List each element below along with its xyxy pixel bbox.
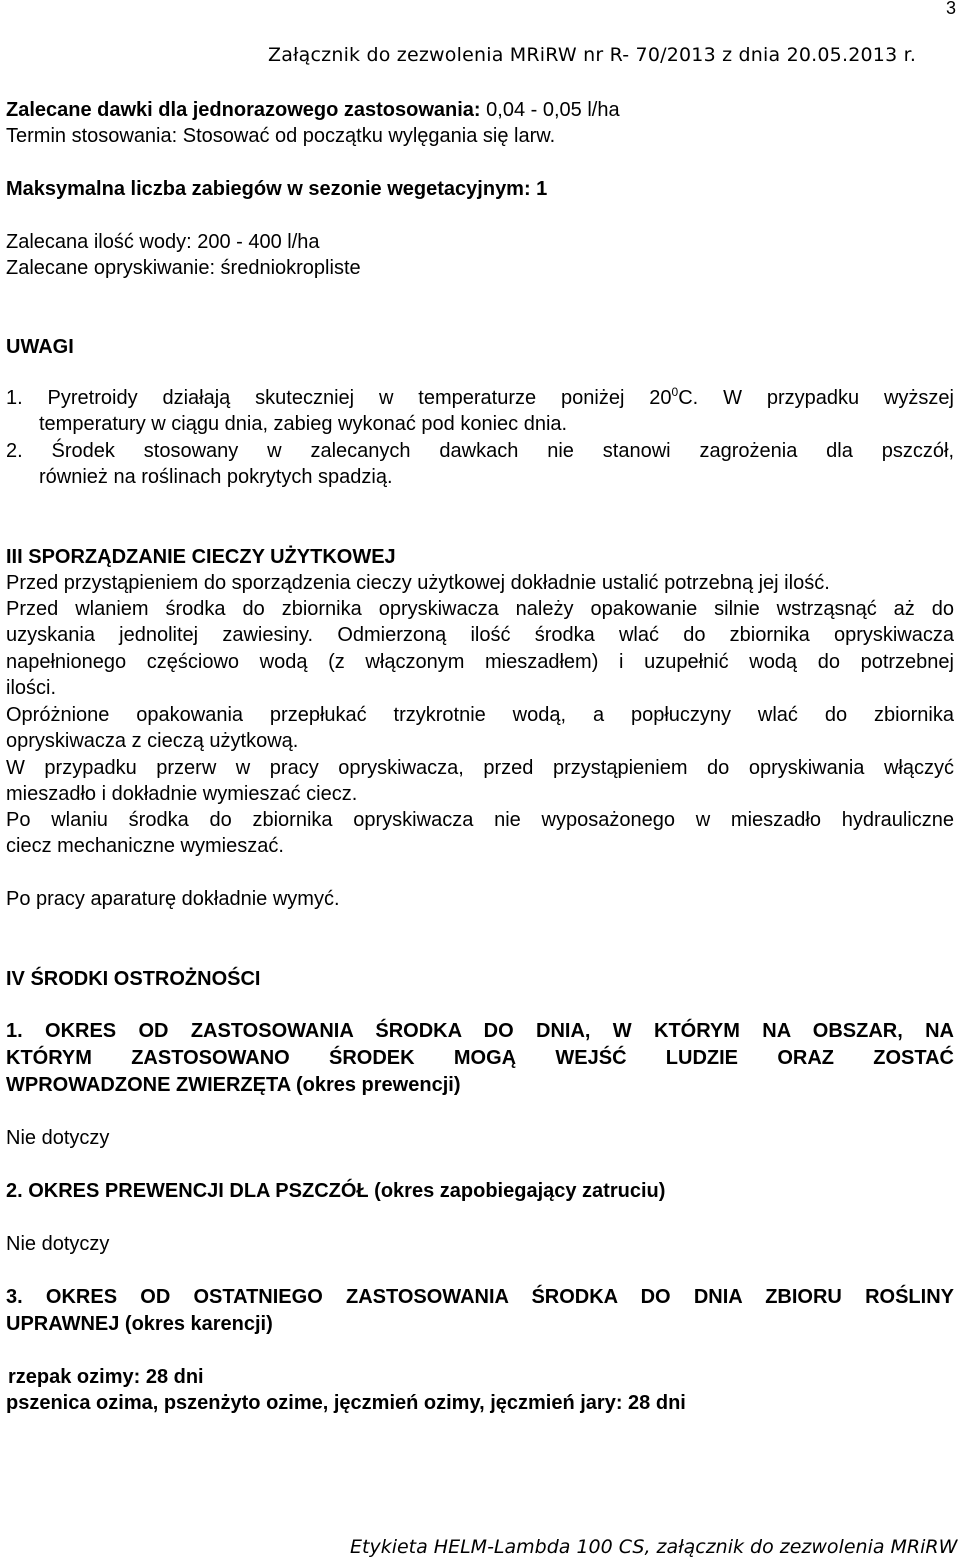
section-4-h3-l2: UPRAWNEJ (okres karencji) bbox=[6, 1313, 273, 1335]
section-4-h3-l1: 3. OKRES OD OSTATNIEGO ZASTOSOWANIA ŚRODKA DO DNIA ZBIORU ROŚLINY bbox=[6, 1286, 954, 1308]
timing-line: Termin stosowania: Stosować od początku wylęgania się larw. bbox=[6, 125, 556, 147]
note-1-degree: 0 bbox=[671, 385, 679, 399]
dose-label: Zalecane dawki dla jednorazowego zastosowania: bbox=[6, 99, 481, 121]
section-3-p2-l4: ilości. bbox=[6, 677, 57, 699]
dose-line bbox=[6, 97, 620, 123]
note-1-line-2: temperatury w ciągu dnia, zabieg wykonać pod koniec dnia. bbox=[39, 413, 568, 435]
section-3-p3-l2: opryskiwacza z cieczą użytkową. bbox=[6, 730, 299, 752]
notes-title: UWAGI bbox=[6, 336, 74, 358]
page-number: 3 bbox=[945, 0, 956, 18]
dose-value: 0,04 - 0,05 l/ha bbox=[480, 99, 620, 121]
note-2-line-1: 2. Środek stosowany w zalecanych dawkach nie stanowi zagrożenia dla pszczół, bbox=[6, 440, 954, 462]
spraying-type: Zalecane opryskiwanie: średniokropliste bbox=[6, 257, 361, 279]
karencja-rzepak: rzepak ozimy: 28 dni bbox=[8, 1366, 204, 1388]
section-3-p5-l1: Po wlaniu środka do zbiornika opryskiwacza nie wyposażonego w mieszadło hydrauliczne bbox=[6, 809, 954, 831]
section-3-p4-l2: mieszadło i dokładnie wymieszać ciecz. bbox=[6, 783, 358, 805]
header-reference: Załącznik do zezwolenia MRiRW nr R- 70/2013 z dnia 20.05.2013 r. bbox=[268, 44, 917, 66]
note-2-line-2: również na roślinach pokrytych spadzią. bbox=[39, 466, 393, 488]
section-3-title: III SPORZĄDZANIE CIECZY UŻYTKOWEJ bbox=[6, 546, 396, 568]
water-amount: Zalecana ilość wody: 200 - 400 l/ha bbox=[6, 231, 320, 253]
section-4-h1-l3: WPROWADZONE ZWIERZĘTA (okres prewencji) bbox=[6, 1074, 461, 1096]
max-treatments: Maksymalna liczba zabiegów w sezonie wegetacyjnym: 1 bbox=[6, 178, 548, 200]
note-1-line-1 bbox=[6, 385, 954, 411]
karencja-zboza: pszenica ozima, pszenżyto ozime, jęczmień ozimy, jęczmień jary: 28 dni bbox=[6, 1392, 686, 1414]
section-3-p1: Przed przystąpieniem do sporządzenia cieczy użytkowej dokładnie ustalić potrzebną jej ilość. bbox=[6, 572, 830, 594]
section-3-p5-l2: ciecz mechaniczne wymieszać. bbox=[6, 835, 284, 857]
section-3-p3-l1: Opróżnione opakowania przepłukać trzykrotnie wodą, a popłuczyny wlać do zbiornika bbox=[6, 704, 954, 726]
section-3-p2-l3: napełnionego częściowo wodą (z włączonym mieszadłem) i uzupełnić wodą do potrzebnej bbox=[6, 651, 954, 673]
section-3-p6: Po pracy aparaturę dokładnie wymyć. bbox=[6, 888, 340, 910]
section-4-h2-value: Nie dotyczy bbox=[6, 1233, 110, 1255]
section-4-h1-l2: KTÓRYM ZASTOSOWANO ŚRODEK MOGĄ WEJŚĆ LUDZIE ORAZ ZOSTAĆ bbox=[6, 1047, 954, 1069]
section-4-title: IV ŚRODKI OSTROŻNOŚCI bbox=[6, 968, 261, 990]
section-4-h1-value: Nie dotyczy bbox=[6, 1127, 110, 1149]
note-1-text-a: 1. Pyretroidy działają skuteczniej w temperaturze poniżej 20 bbox=[6, 387, 672, 409]
section-3-p4-l1: W przypadku przerw w pracy opryskiwacza, przed przystąpieniem do opryskiwania włączyć bbox=[6, 757, 954, 779]
section-3-p2-l1: Przed wlaniem środka do zbiornika opryskiwacza należy opakowanie silnie wstrząsnąć aż do bbox=[6, 598, 954, 620]
section-4-h1-l1: 1. OKRES OD ZASTOSOWANIA ŚRODKA DO DNIA, W KTÓRYM NA OBSZAR, NA bbox=[6, 1020, 954, 1042]
section-4-h2: 2. OKRES PREWENCJI DLA PSZCZÓŁ (okres zapobiegający zatruciu) bbox=[6, 1180, 666, 1202]
footer-label: Etykieta HELM-Lambda 100 CS, załącznik do zezwolenia MRiRW bbox=[350, 1536, 958, 1558]
note-1-text-b: C. W przypadku wyższej bbox=[678, 387, 954, 409]
section-3-p2-l2: uzyskania jednolitej zawiesiny. Odmierzoną ilość środka wlać do zbiornika opryskiwacza bbox=[6, 624, 954, 646]
